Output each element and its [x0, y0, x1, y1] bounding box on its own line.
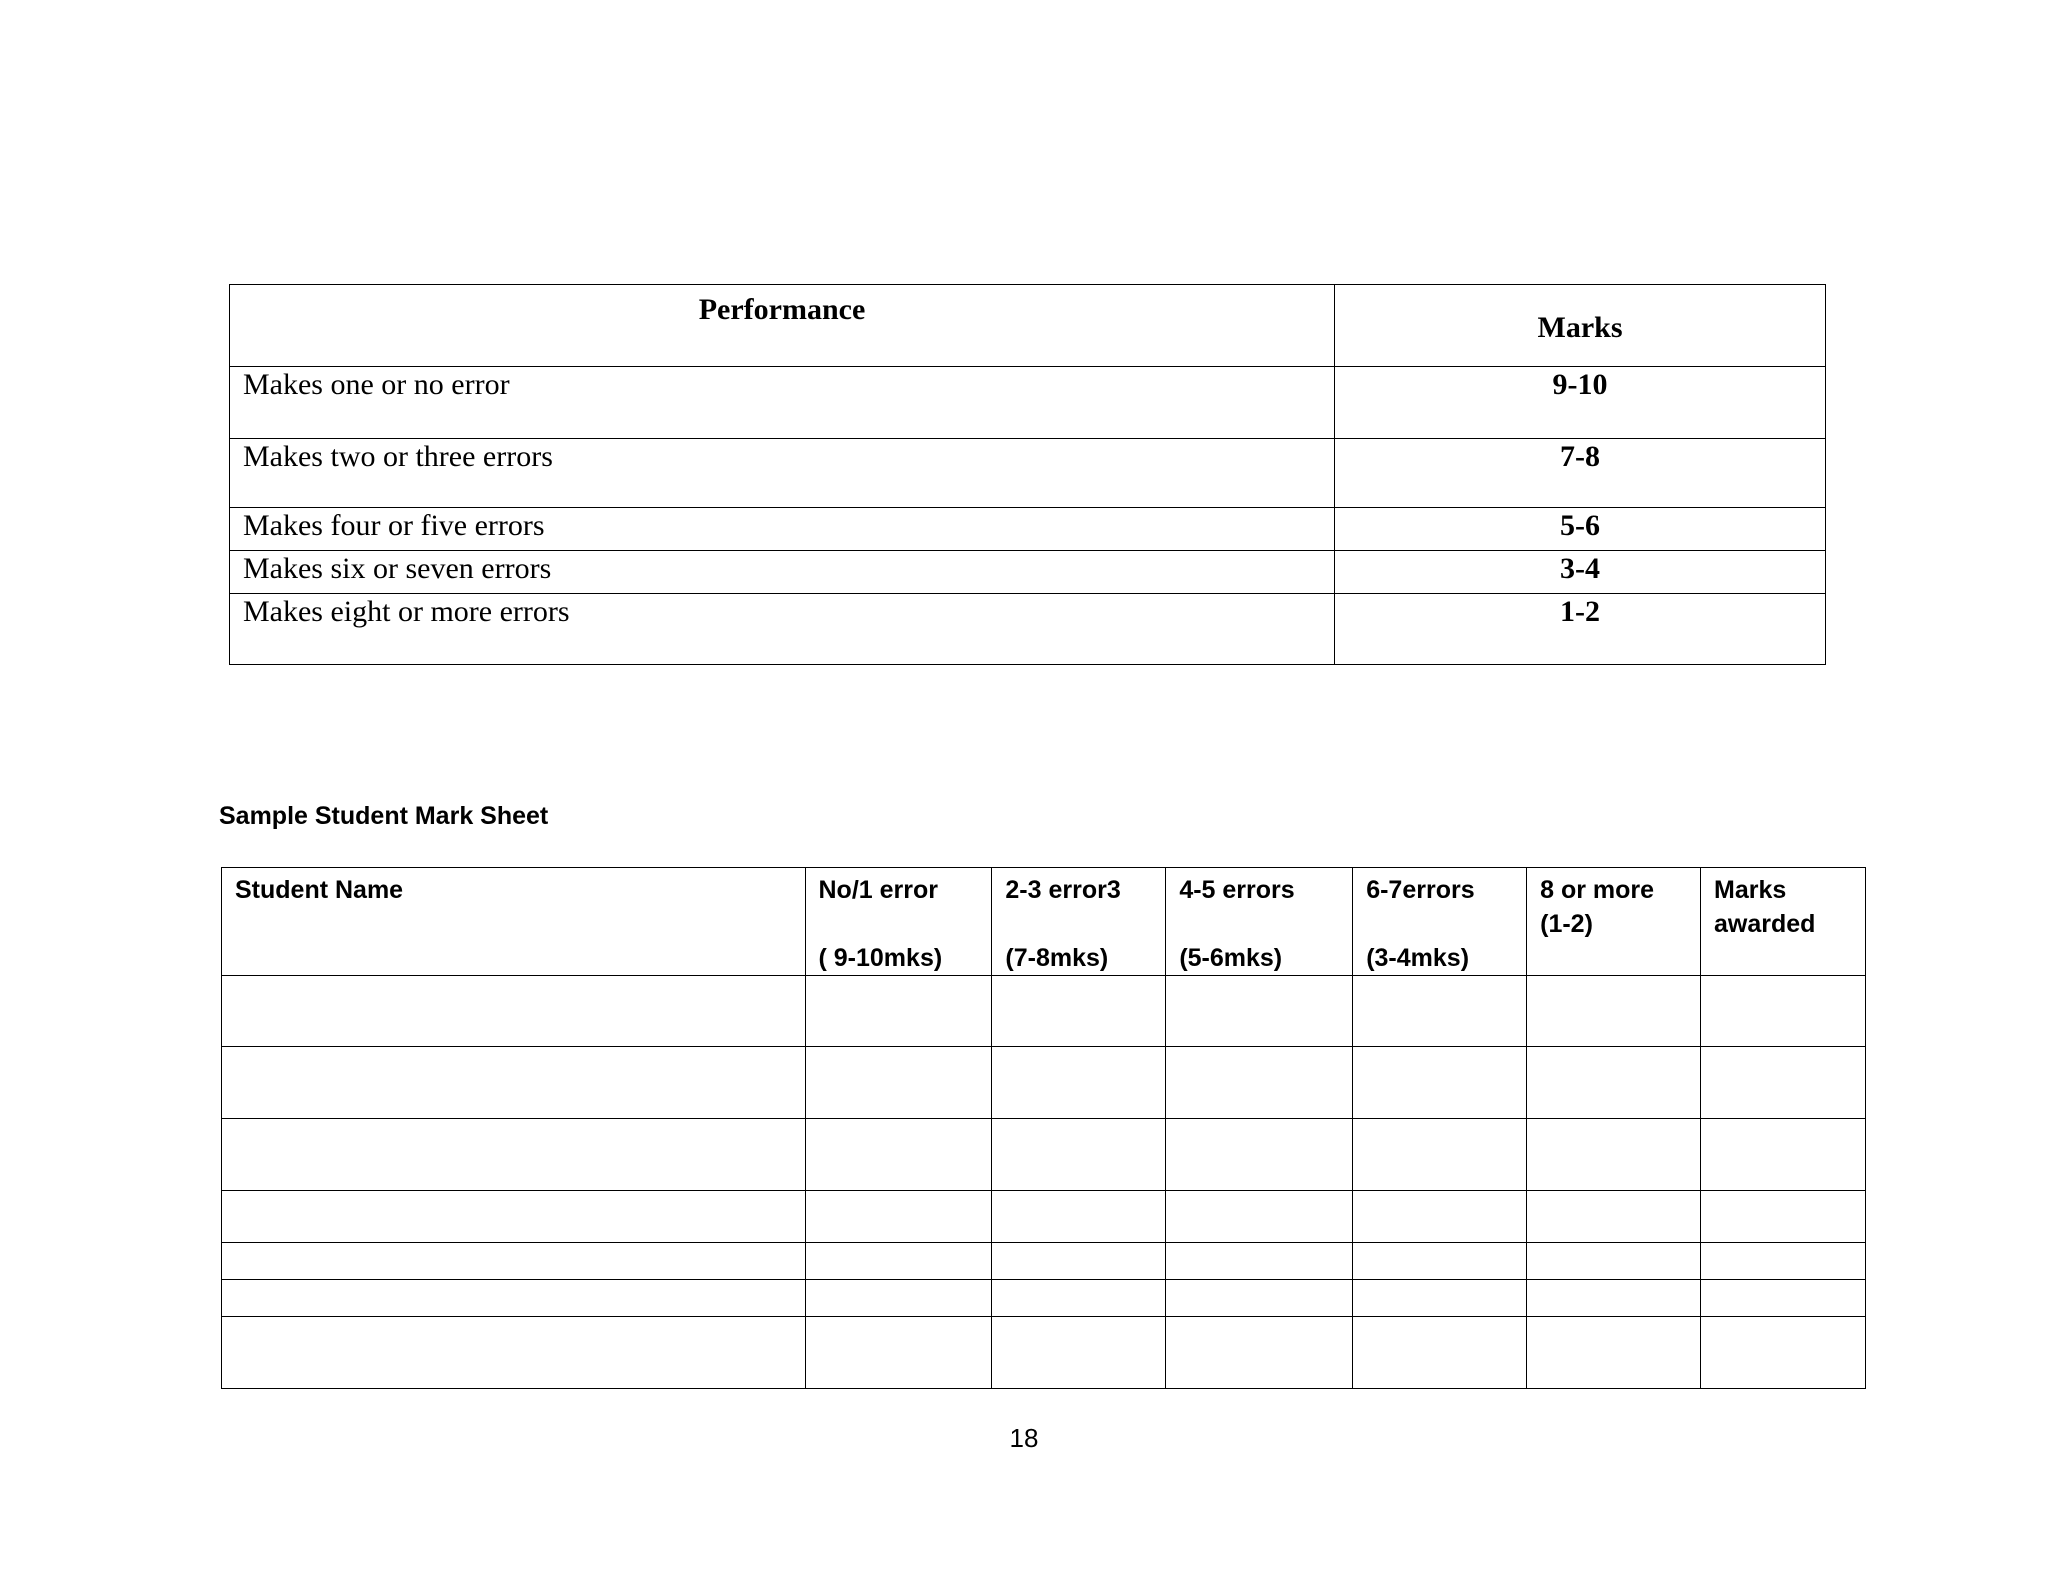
mark-cell[interactable]: [992, 1317, 1166, 1389]
performance-header: Performance: [230, 285, 1335, 367]
student-name-header: [222, 868, 806, 976]
student-name-cell[interactable]: [222, 1119, 806, 1191]
marks-awarded-cell[interactable]: [1701, 1317, 1866, 1389]
marks-awarded-cell[interactable]: [1701, 1243, 1866, 1280]
performance-cell: Makes six or seven errors: [230, 551, 1335, 594]
performance-cell: Makes two or three errors: [230, 439, 1335, 508]
table-row: [222, 1047, 1866, 1119]
student-name-header-label: Student Name: [235, 876, 404, 904]
mark-cell[interactable]: [1527, 1119, 1701, 1191]
mark-cell[interactable]: [805, 1317, 992, 1389]
performance-cell: Makes eight or more errors: [230, 594, 1335, 665]
header-range: ( 9-10mks): [818, 944, 943, 972]
mark-sheet-header-row: [222, 868, 1866, 976]
errors-8-more-header: [1527, 868, 1701, 976]
marks-cell: 5-6: [1335, 508, 1826, 551]
mark-cell[interactable]: [992, 1119, 1166, 1191]
mark-cell[interactable]: [1527, 1191, 1701, 1243]
student-name-cell[interactable]: [222, 1191, 806, 1243]
table-row: [222, 1317, 1866, 1389]
mark-cell[interactable]: [1353, 1280, 1527, 1317]
errors-2-3-header: [992, 868, 1166, 976]
mark-cell[interactable]: [1353, 1119, 1527, 1191]
mark-cell[interactable]: [1166, 1243, 1353, 1280]
rubric-header-row: [230, 285, 1826, 367]
header-label: No/1 error: [818, 876, 938, 904]
mark-cell[interactable]: [805, 1280, 992, 1317]
marks-awarded-cell[interactable]: [1701, 976, 1866, 1047]
no1-error-header: [805, 868, 992, 976]
mark-cell[interactable]: [1527, 1317, 1701, 1389]
performance-cell: Makes four or five errors: [230, 508, 1335, 551]
table-row: [222, 1280, 1866, 1317]
mark-cell[interactable]: [805, 1119, 992, 1191]
mark-cell[interactable]: [992, 1047, 1166, 1119]
student-name-cell[interactable]: [222, 1317, 806, 1389]
header-range: (3-4mks): [1366, 944, 1470, 972]
header-label: awarded: [1714, 910, 1816, 938]
errors-4-5-header: [1166, 868, 1353, 976]
mark-sheet-title: Sample Student Mark Sheet: [219, 802, 549, 830]
mark-cell[interactable]: [1353, 976, 1527, 1047]
header-label: Marks: [1714, 876, 1787, 904]
rubric-row: [230, 594, 1826, 665]
table-row: [222, 1191, 1866, 1243]
marks-cell: 3-4: [1335, 551, 1826, 594]
mark-cell[interactable]: [1353, 1243, 1527, 1280]
marks-cell: 7-8: [1335, 439, 1826, 508]
marks-header: Marks: [1335, 285, 1826, 367]
marks-awarded-cell[interactable]: [1701, 1119, 1866, 1191]
mark-cell[interactable]: [1527, 1047, 1701, 1119]
mark-cell[interactable]: [1353, 1191, 1527, 1243]
rubric-row: [230, 551, 1826, 594]
mark-cell[interactable]: [1353, 1317, 1527, 1389]
table-row: [222, 1243, 1866, 1280]
header-range: (5-6mks): [1179, 944, 1283, 972]
student-name-cell[interactable]: [222, 1280, 806, 1317]
marks-awarded-cell[interactable]: [1701, 1280, 1866, 1317]
rubric-row: [230, 508, 1826, 551]
header-label: 6-7errors: [1366, 876, 1475, 904]
mark-cell[interactable]: [805, 1191, 992, 1243]
marks-awarded-header: [1701, 868, 1866, 976]
header-range: (1-2): [1540, 910, 1593, 938]
mark-cell[interactable]: [1527, 1280, 1701, 1317]
mark-cell[interactable]: [1527, 1243, 1701, 1280]
marks-cell: 9-10: [1335, 367, 1826, 439]
table-row: [222, 1119, 1866, 1191]
marks-awarded-cell[interactable]: [1701, 1191, 1866, 1243]
mark-cell[interactable]: [1353, 1047, 1527, 1119]
mark-cell[interactable]: [805, 1243, 992, 1280]
header-label: 2-3 error3: [1005, 876, 1121, 904]
errors-6-7-header: [1353, 868, 1527, 976]
header-label: 4-5 errors: [1179, 876, 1295, 904]
mark-cell[interactable]: [992, 1243, 1166, 1280]
rubric-table: [229, 284, 1826, 665]
header-range: (7-8mks): [1005, 944, 1109, 972]
mark-cell[interactable]: [992, 976, 1166, 1047]
page-number: 18: [1009, 1423, 1039, 1453]
mark-sheet-table: [221, 867, 1866, 1389]
student-name-cell[interactable]: [222, 1243, 806, 1280]
mark-cell[interactable]: [1166, 1119, 1353, 1191]
marks-awarded-cell[interactable]: [1701, 1047, 1866, 1119]
mark-cell[interactable]: [992, 1191, 1166, 1243]
marks-cell: 1-2: [1335, 594, 1826, 665]
mark-cell[interactable]: [992, 1280, 1166, 1317]
header-label: 8 or more: [1540, 876, 1655, 904]
mark-cell[interactable]: [805, 1047, 992, 1119]
student-name-cell[interactable]: [222, 1047, 806, 1119]
mark-cell[interactable]: [805, 976, 992, 1047]
mark-cell[interactable]: [1166, 1317, 1353, 1389]
mark-cell[interactable]: [1166, 976, 1353, 1047]
rubric-row: [230, 367, 1826, 439]
performance-cell: Makes one or no error: [230, 367, 1335, 439]
student-name-cell[interactable]: [222, 976, 806, 1047]
mark-cell[interactable]: [1527, 976, 1701, 1047]
mark-cell[interactable]: [1166, 1047, 1353, 1119]
table-row: [222, 976, 1866, 1047]
mark-cell[interactable]: [1166, 1280, 1353, 1317]
mark-cell[interactable]: [1166, 1191, 1353, 1243]
rubric-row: [230, 439, 1826, 508]
